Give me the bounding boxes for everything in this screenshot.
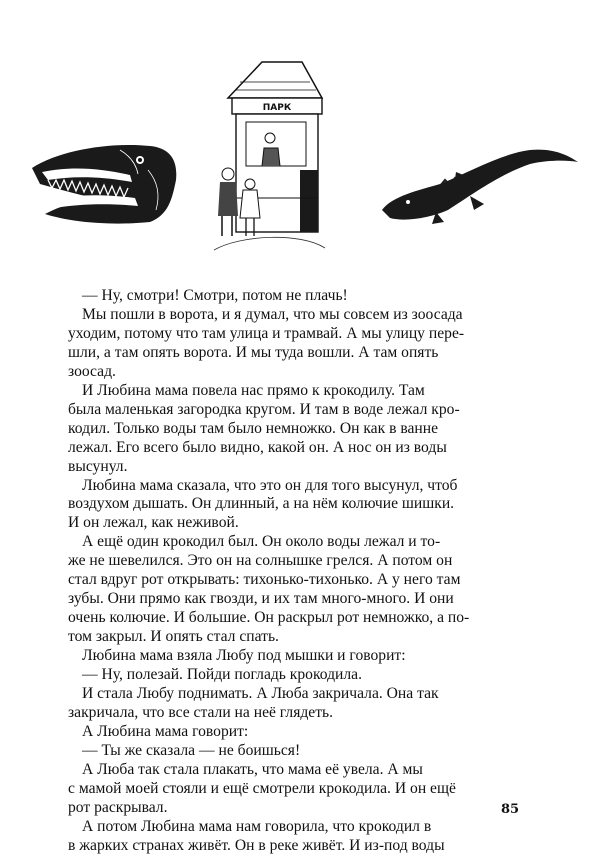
text-line: — Ну, полезай. Пойди погладь крокодила. bbox=[82, 666, 362, 684]
text-line: зубы. Они прямо как гвозди, и их там много-много. И они bbox=[68, 590, 454, 608]
text-line: том закрыл. И опять стал спать. bbox=[68, 628, 279, 646]
text-line: закричала, что все стали на неё глядеть. bbox=[68, 703, 334, 721]
text-line: шли, а там опять ворота. И мы туда вошли. А там опять bbox=[68, 343, 439, 361]
crocodile-head-illustration bbox=[32, 145, 176, 224]
text-line: Любина мама сказала, что это он для того высунул, чтоб bbox=[82, 476, 458, 494]
paragraph bbox=[68, 818, 520, 856]
text-line: очень колючие. И большие. Он раскрыл рот немножко, а по- bbox=[68, 609, 470, 627]
kiosk-illustration bbox=[214, 62, 325, 250]
text-line: высунул. bbox=[68, 457, 128, 475]
paragraph bbox=[68, 287, 520, 306]
text-line: воздухом дышать. Он длинный, а на нём колючие шишки. bbox=[68, 495, 455, 513]
text-line: А Люба так стала плакать, что мама её увела. А мы bbox=[82, 760, 423, 778]
text-line: уходим, потому что там улица и трамвай. А мы улицу пере- bbox=[68, 324, 465, 342]
text-line: была маленькая загородка кругом. И там в воде лежал кро- bbox=[68, 400, 460, 418]
crocodile-full-illustration bbox=[382, 150, 578, 224]
paragraph bbox=[68, 306, 520, 382]
page-number: 85 bbox=[501, 802, 520, 817]
text-line: же не шевелился. Это он на солнышке грелся. А потом он bbox=[68, 552, 453, 570]
text-line: рот раскрывал. bbox=[68, 798, 168, 816]
text-line: — Ну, смотри! Смотри, потом не плачь! bbox=[82, 287, 348, 304]
text-line: стал вдруг рот открывать: тихонько-тихонько. А у него там bbox=[68, 571, 461, 589]
text-line: И он лежал, как неживой. bbox=[68, 514, 239, 532]
paragraph bbox=[68, 761, 520, 818]
text-line: А потом Любина мама нам говорила, что крокодил в bbox=[82, 817, 432, 835]
paragraph bbox=[68, 382, 520, 477]
text-line: А Любина мама говорит: bbox=[82, 722, 249, 740]
illustrations bbox=[0, 0, 600, 270]
paragraph bbox=[68, 742, 520, 761]
paragraph bbox=[68, 477, 520, 534]
text-line: — Ты же сказала — не боишься! bbox=[82, 741, 301, 759]
text-line: зоосад. bbox=[68, 362, 116, 380]
text-line: в жарких странах живёт. Он в реке живёт. И из-под воды bbox=[68, 836, 445, 854]
kiosk-sign: ПАРК bbox=[262, 103, 292, 113]
story-text bbox=[68, 287, 520, 856]
text-line: И стала Любу поднимать. А Люба закричала. Она так bbox=[82, 685, 439, 703]
paragraph bbox=[68, 533, 520, 647]
paragraph bbox=[68, 647, 520, 666]
text-line: Любина мама взяла Любу под мышки и говорит: bbox=[82, 647, 406, 665]
text-line: А ещё один крокодил был. Он около воды лежал и то- bbox=[82, 533, 441, 551]
text-line: с мамой моей стояли и ещё смотрели крокодила. И он ещё bbox=[68, 779, 456, 797]
text-line: И Любина мама повела нас прямо к крокодилу. Там bbox=[82, 381, 425, 399]
paragraph bbox=[68, 723, 520, 742]
text-line: лежал. Его всего было видно, какой он. А нос он из воды bbox=[68, 438, 447, 456]
text-line: Мы пошли в ворота, и я думал, что мы совсем из зоосада bbox=[82, 305, 463, 323]
paragraph bbox=[68, 666, 520, 685]
text-line: кодил. Только воды там было немножко. Он как в ванне bbox=[68, 419, 439, 437]
paragraph bbox=[68, 685, 520, 723]
